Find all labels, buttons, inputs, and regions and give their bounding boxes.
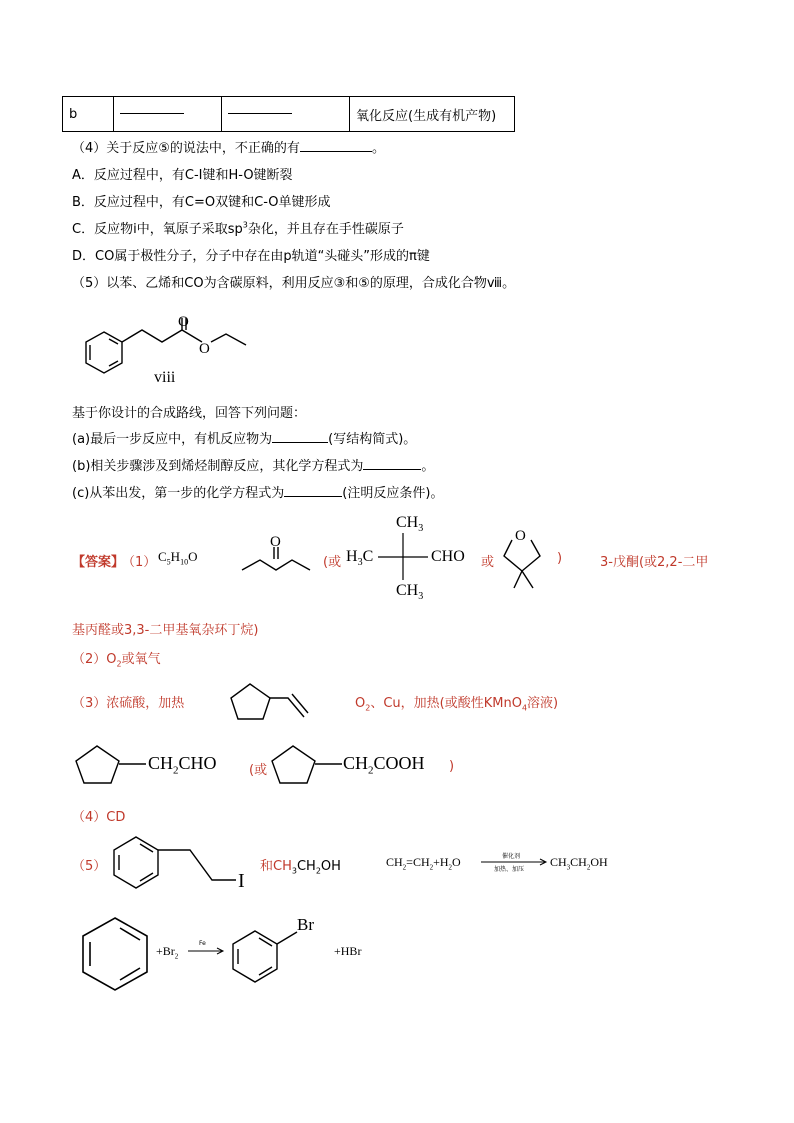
q5-part-c: (c)从苯出发，第一步的化学方程式为 (注明反应条件)。 xyxy=(72,486,444,501)
close-paren-3: ) xyxy=(449,759,455,774)
q4-option-c: C．反应物ⅰ中，氧原子采取$sp^3$杂化，并且存在手性碳原子 xyxy=(72,220,404,237)
ester-o-label: O xyxy=(199,341,210,357)
q4-option-b: B．反应过程中，有C=O双键和C-O单键形成 xyxy=(72,195,331,210)
molecular-formula: $C_5H_{10}O$ xyxy=(158,549,198,567)
answer-1-names-cont: 基丙醛或3,3-二甲基氧杂环丁烷) xyxy=(72,623,259,638)
answer-5-number: （5） xyxy=(72,859,107,874)
bromine-reagent: $+Br_2$ xyxy=(156,944,179,961)
oxetane-o-label: O xyxy=(515,528,526,544)
or-paren-1: (或 xyxy=(323,555,342,570)
q5-part-b: (b)相关步骤涉及到烯烃制醇反应，其化学方程式为 。 xyxy=(72,459,435,474)
table-cell-label: b xyxy=(63,97,114,132)
q4-option-d: D．CO属于极性分子，分子中存在由p轨道“头碰头”形成的π键 xyxy=(72,249,430,264)
fe-catalyst-label: Fe xyxy=(199,940,206,947)
answer-3: （3）浓硫酸，加热 xyxy=(72,696,185,711)
methyl-bottom: $CH_3$ xyxy=(396,582,424,603)
answer-1-names: 3-戊酮(或2,2-二甲 xyxy=(600,555,709,570)
ch2cho-group: $CH_2CHO$ xyxy=(148,753,217,777)
ketone-o-label: O xyxy=(270,534,281,550)
q5-part-a: (a)最后一步反应中，有机反应物为 (写结构简式)。 xyxy=(72,432,417,447)
q5-stem: （5）以苯、乙烯和CO为含碳原料，利用反应③和⑤的原理，合成化合物ⅷ。 xyxy=(72,276,516,291)
close-paren-1: ) xyxy=(557,551,563,566)
ch2cooh-group: $CH_2COOH$ xyxy=(343,753,425,777)
carbonyl-o-label: O xyxy=(178,314,189,330)
or-paren-3: (或 xyxy=(249,763,268,778)
or-label-2: 或 xyxy=(481,555,495,570)
iodine-label: I xyxy=(238,870,245,892)
answer-2: $(2)O_2$或氧气 xyxy=(72,652,161,669)
q4-stem: （4）关于反应⑤的说法中，不正确的有 。 xyxy=(72,141,385,156)
condition-label: 加热、加压 xyxy=(494,866,525,873)
aldehyde-group: CHO xyxy=(431,548,465,565)
methyl-top: $CH_3$ xyxy=(396,514,424,535)
compound-viii-label: viii xyxy=(154,369,176,386)
methyl-left: $H_3C$ xyxy=(346,548,374,569)
answer-4: （4）CD xyxy=(72,810,126,825)
q4-option-a: A．反应过程中，有C-I键和H-O键断裂 xyxy=(72,168,293,183)
and-ethanol: 和$CH_3CH_2OH$ xyxy=(260,859,341,876)
q5-intro: 基于你设计的合成路线，回答下列问题： xyxy=(72,406,307,421)
catalyst-label: 催化剂 xyxy=(502,853,521,860)
ethylene-hydration-equation: $CH_2=CH_2+H_2O$ xyxy=(386,855,461,872)
bromine-label: Br xyxy=(297,915,314,934)
answer-3-reagent: $O_2$、Cu，加热(或酸性KMnO$_4$溶液) xyxy=(355,696,559,713)
ethanol-product: $CH_3CH_2OH$ xyxy=(550,855,608,872)
answer-1-number: （1） xyxy=(122,555,157,570)
answer-tag: 【答案】 xyxy=(72,555,125,570)
table-cell-reaction-type: 氧化反应(生成有机产物) xyxy=(350,97,515,132)
hbr-product: +HBr xyxy=(334,944,362,958)
